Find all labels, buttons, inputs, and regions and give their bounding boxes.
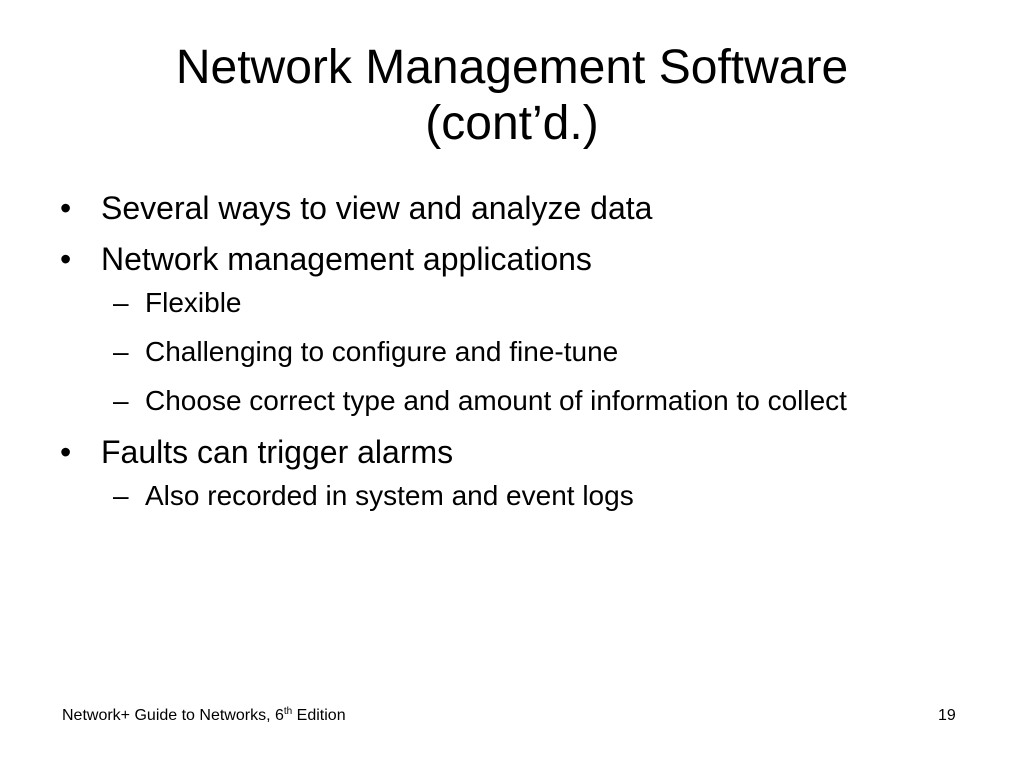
slide-title <box>0 40 1024 152</box>
slide-title-line-1: Network Management Software <box>175 41 849 94</box>
footer-book-suffix: Edition <box>292 707 346 724</box>
footer-book-title <box>62 706 346 726</box>
dash-icon: – <box>113 287 129 318</box>
sub-bullet-item <box>101 381 905 421</box>
bullet-item <box>55 430 955 516</box>
bullet-item <box>55 237 955 421</box>
page-number: 19 <box>938 707 956 724</box>
bullet-text: Several ways to view and analyze data <box>101 190 653 226</box>
bullet-text: Faults can trigger alarms <box>101 434 454 470</box>
bullet-icon: • <box>60 434 72 470</box>
sub-bullet-item <box>101 476 905 516</box>
bullet-item <box>55 186 955 230</box>
footer-book-superscript: th <box>283 706 293 717</box>
slide-title-line-2: (cont’d.) <box>425 97 599 150</box>
sub-bullet-list <box>101 476 955 516</box>
slide-body <box>55 186 955 525</box>
sub-bullet-text: Choose correct type and amount of information to collect <box>145 385 847 416</box>
sub-bullet-item <box>101 332 905 372</box>
bullet-icon: • <box>60 190 72 226</box>
sub-bullet-text: Also recorded in system and event logs <box>145 480 634 511</box>
bullet-icon: • <box>60 241 72 277</box>
sub-bullet-text: Flexible <box>145 287 242 318</box>
sub-bullet-list <box>101 283 955 421</box>
footer-book-prefix: Network+ Guide to Networks, 6 <box>62 707 284 724</box>
dash-icon: – <box>113 336 129 367</box>
bullet-text: Network management applications <box>101 241 592 277</box>
sub-bullet-item <box>101 283 905 323</box>
sub-bullet-text: Challenging to configure and fine-tune <box>145 336 619 367</box>
dash-icon: – <box>113 385 129 416</box>
dash-icon: – <box>113 480 129 511</box>
